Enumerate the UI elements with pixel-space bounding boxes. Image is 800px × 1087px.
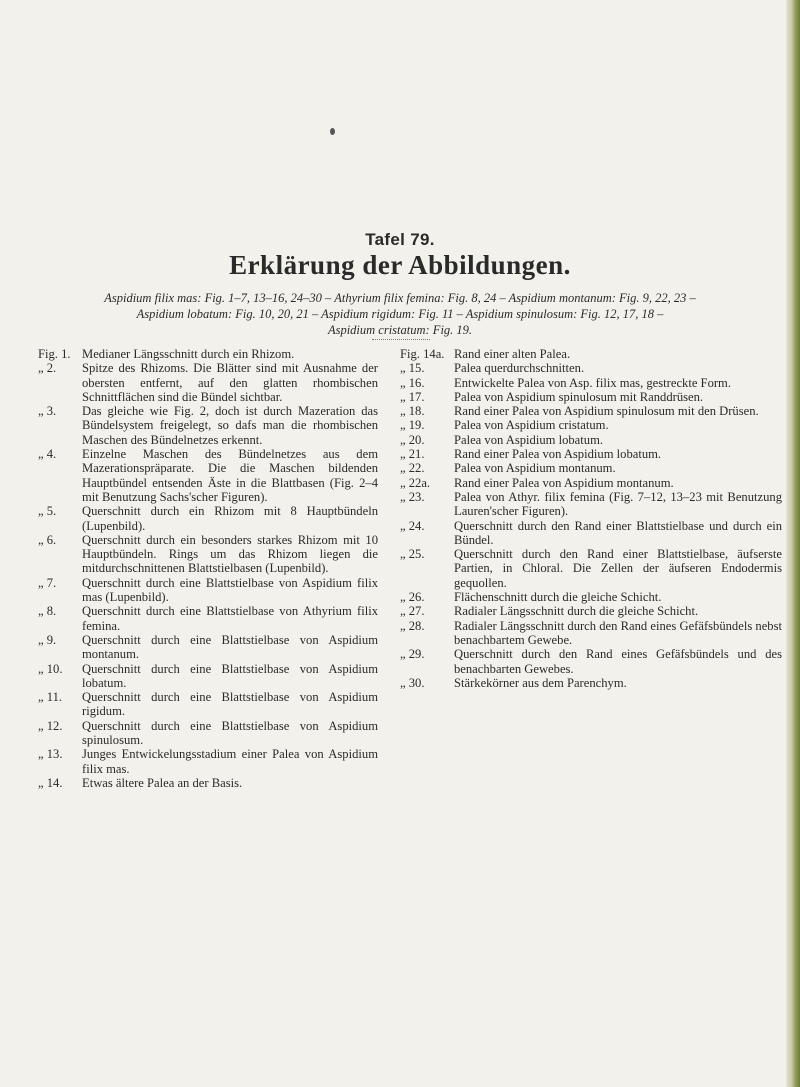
figure-number: „ 30. [400,675,425,690]
figure-entry [400,676,782,690]
figure-number: „ 21. [400,447,425,462]
figure-description: Junges Entwickelungsstadium einer Palea von Aspidium filix mas. [82,747,378,776]
figure-number: „ 26. [400,590,425,605]
figure-description: Querschnitt durch ein Rhizom mit 8 Hauptbündeln (Lupenbild). [82,504,378,533]
figure-number: „ 14. [38,775,63,790]
figure-entry [38,604,378,633]
figure-description: Etwas ältere Palea an der Basis. [82,775,243,790]
figure-number: „ 25. [400,547,425,562]
species-summary-line: Aspidium cristatum: Fig. 19. [327,323,473,337]
figure-number: „ 7. [38,575,57,590]
page-edge-shadow [786,0,800,1087]
figure-entry [400,590,782,604]
figure-entry [38,690,378,719]
figure-description: Rand einer Palea von Aspidium spinulosum mit den Drüsen. [454,404,759,419]
figure-number: „ 18. [400,404,425,419]
figure-number: „ 24. [400,518,425,533]
figure-number: Fig. 1. [38,347,71,361]
figure-entry [38,347,378,361]
figure-description: Einzelne Maschen des Bündelnetzes aus dem Mazerationspräparate. Die die Maschen bildenden Hauptbündel entsenden Äste in die Blattbasen (Fig. 2–4 mit Benutzung Sachs'scher Figuren). [82,447,378,504]
figure-description: Querschnitt durch eine Blattstielbase von Athyrium filix femina. [82,604,378,633]
figure-entry [400,547,782,590]
figure-description: Querschnitt durch eine Blattstielbase von Aspidium filix mas (Lupenbild). [82,575,378,605]
figure-description: Querschnitt durch den Rand eines Gefäfsbündels und des benachbarten Gewebes. [454,647,782,676]
figure-description: Palea von Aspidium montanum. [454,461,616,476]
figure-list-left [38,347,378,790]
figure-entry [38,719,378,748]
species-summary-line: Aspidium filix mas: Fig. 1–7, 13–16, 24–30 – Athyrium filix femina: Fig. 8, 24 – Aspidium montanum: Fig. 9, 22, 23 – [104,291,696,305]
figure-description: Stärkekörner aus dem Parenchym. [454,675,627,690]
figure-number: „ 15. [400,361,425,376]
figure-description: Palea von Aspidium spinulosum mit Randdrüsen. [454,389,704,404]
figure-entry [400,418,782,432]
figure-entry [38,576,378,605]
figure-number: „ 12. [38,718,63,733]
figure-entry [38,447,378,504]
figure-description: Spitze des Rhizoms. Die Blätter sind mit Ausnahme der obersten entfernt, auf den glatten rhombischen Schnittflächen sind die Bündel sichtbar. [82,361,378,404]
decorative-rule [372,337,430,340]
figure-number: „ 13. [38,747,63,762]
figure-entry [400,490,782,519]
figure-description: Entwickelte Palea von Asp. filix mas, gestreckte Form. [454,375,732,390]
figure-number: „ 29. [400,647,425,662]
figure-description: Radialer Längsschnitt durch die gleiche Schicht. [454,604,699,619]
figure-number: „ 5. [38,504,57,519]
figure-entry [400,619,782,648]
figure-description: Palea von Athyr. filix femina (Fig. 7–12, 13–23 mit Benutzung Lauren'scher Figuren). [454,489,782,519]
figure-entry [38,633,378,662]
figure-entry [400,376,782,390]
figure-description: Querschnitt durch den Rand einer Blattstielbase, äufserste Partien, in Chloral. Die Zellen der äufseren Endodermis gequollen. [454,547,782,590]
figure-description: Querschnitt durch eine Blattstielbase von Aspidium spinulosum. [82,718,378,748]
figure-description: Querschnitt durch eine Blattstielbase von Aspidium montanum. [82,632,378,662]
figure-entry [400,447,782,461]
figure-description: Rand einer alten Palea. [454,347,571,361]
species-summary [0,290,800,338]
figure-entry [400,433,782,447]
figure-entry [38,662,378,691]
ink-speck [330,128,335,135]
figure-number: „ 2. [38,361,57,376]
figure-entry [400,604,782,618]
figure-entry [400,461,782,475]
figure-description: Flächenschnitt durch die gleiche Schicht. [454,590,662,605]
figure-number: „ 16. [400,375,425,390]
figure-description: Querschnitt durch ein besonders starkes Rhizom mit 10 Hauptbündeln. Rings um das Rhizom liegen die mitdurchschnittenen Blattstielbasen (Lupenbild). [82,532,378,576]
figure-number: „ 20. [400,432,425,447]
figure-description: Rand einer Palea von Aspidium montanum. [454,475,674,490]
figure-number: „ 27. [400,604,425,619]
figure-entry [38,747,378,776]
figure-description: Palea von Aspidium lobatum. [454,432,604,447]
plate-title: Tafel 79. [365,230,435,249]
figure-number: „ 19. [400,418,425,433]
figure-number: „ 3. [38,404,57,419]
figure-description: Rand einer Palea von Aspidium lobatum. [454,447,662,462]
figure-description: Querschnitt durch eine Blattstielbase von Aspidium rigidum. [82,690,378,719]
page-heading: Erklärung der Abbildungen. [229,250,571,280]
figure-number: „ 6. [38,532,57,547]
figure-entry [400,347,782,361]
figure-entry [400,404,782,418]
figure-entry [38,776,378,790]
figure-entry [38,404,378,447]
figure-number: „ 8. [38,604,57,619]
figure-entry [38,504,378,533]
figure-entry [400,361,782,375]
figure-entry [400,390,782,404]
figure-number: „ 9. [38,632,57,647]
figure-description: Querschnitt durch den Rand einer Blattstielbase und durch ein Bündel. [454,518,782,547]
figure-description: Querschnitt durch eine Blattstielbase von Aspidium lobatum. [82,661,378,690]
figure-number: „ 17. [400,389,425,404]
figure-entry [38,533,378,576]
figure-number: „ 23. [400,489,425,504]
figure-description: Medianer Längsschnitt durch ein Rhizom. [82,347,295,361]
figure-number: „ 22. [400,461,425,476]
figure-list-right [400,347,782,690]
figure-number: „ 4. [38,447,57,462]
figure-description: Das gleiche wie Fig. 2, doch ist durch Mazeration das Bündelsystem freigelegt, so dafs man die rhombischen Maschen des Bündelnetzes erkennt. [82,404,378,447]
figure-number: „ 10. [38,661,63,676]
figure-description: Radialer Längsschnitt durch den Rand eines Gefäfsbündels nebst benachbartem Gewebe. [454,618,782,647]
figure-entry [38,361,378,404]
figure-description: Palea von Aspidium cristatum. [454,418,609,433]
species-summary-line: Aspidium lobatum: Fig. 10, 20, 21 – Aspidium rigidum: Fig. 11 – Aspidium spinulosum: Fig. 12, 17, 18 – [136,307,664,321]
figure-number: Fig. 14a. [400,347,445,361]
figure-number: „ 22a. [400,475,431,490]
figure-entry [400,519,782,548]
figure-number: „ 11. [38,690,63,705]
figure-number: „ 28. [400,618,425,633]
figure-entry [400,476,782,490]
figure-description: Palea querdurchschnitten. [454,361,585,376]
figure-entry [400,647,782,676]
